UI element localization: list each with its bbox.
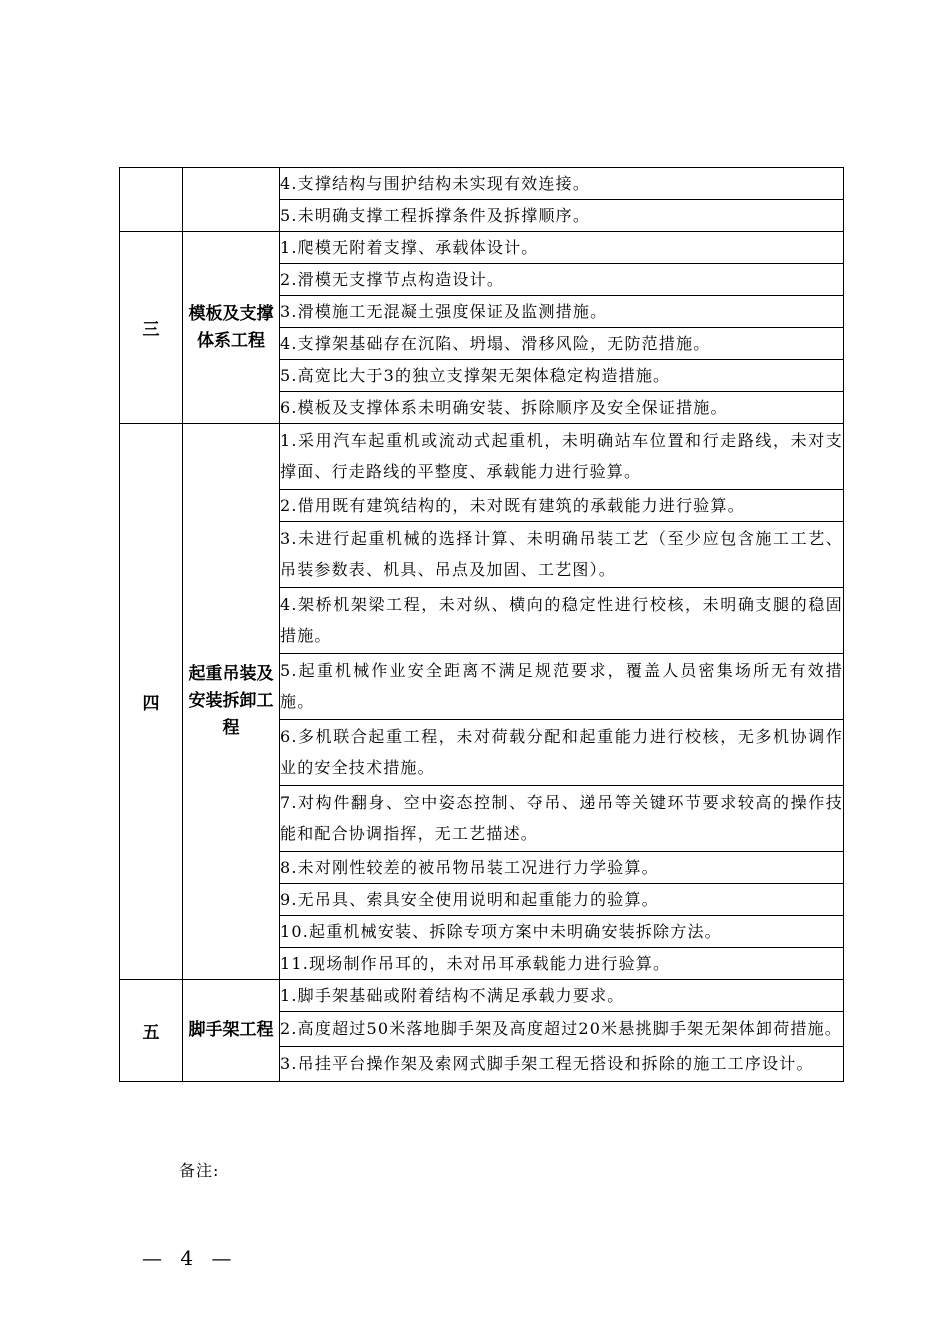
section-category: 脚手架工程 bbox=[183, 980, 280, 1082]
section-category: 模板及支撑体系工程 bbox=[183, 232, 280, 424]
section-number: 四 bbox=[120, 424, 183, 980]
list-item: 3.未进行起重机械的选择计算、未明确吊装工艺（至少应包含施工工艺、吊装参数表、机具、吊点及加固、工艺图）。 bbox=[280, 522, 844, 588]
list-item: 1.采用汽车起重机或流动式起重机，未明确站车位置和行走路线，未对支撑面、行走路线的平整度、承载能力进行验算。 bbox=[280, 424, 844, 490]
list-item: 1.脚手架基础或附着结构不满足承载力要求。 bbox=[280, 980, 844, 1012]
list-item: 1.爬模无附着支撑、承载体设计。 bbox=[280, 232, 844, 264]
list-item: 5.起重机械作业安全距离不满足规范要求，覆盖人员密集场所无有效措施。 bbox=[280, 654, 844, 720]
list-item: 4.架桥机架梁工程，未对纵、横向的稳定性进行校核，未明确支腿的稳固措施。 bbox=[280, 588, 844, 654]
list-item: 4.支撑架基础存在沉陷、坍塌、滑移风险，无防范措施。 bbox=[280, 328, 844, 360]
list-item: 2.借用既有建筑结构的，未对既有建筑的承载能力进行验算。 bbox=[280, 490, 844, 522]
table-row bbox=[120, 980, 844, 1012]
section-number: 五 bbox=[120, 980, 183, 1082]
list-item: 11.现场制作吊耳的，未对吊耳承载能力进行验算。 bbox=[280, 948, 844, 980]
section-category: 起重吊装及安装拆卸工程 bbox=[183, 424, 280, 980]
list-item: 5.高宽比大于3的独立支撑架无架体稳定构造措施。 bbox=[280, 360, 844, 392]
table-row bbox=[120, 168, 844, 200]
note-label: 备注: bbox=[179, 1161, 220, 1180]
list-item: 8.未对刚性较差的被吊物吊装工况进行力学验算。 bbox=[280, 852, 844, 884]
list-item: 2.滑模无支撑节点构造设计。 bbox=[280, 264, 844, 296]
hazard-table bbox=[119, 167, 844, 1082]
table-row bbox=[120, 424, 844, 490]
list-item: 4.支撑结构与围护结构未实现有效连接。 bbox=[280, 168, 844, 200]
table-row bbox=[120, 232, 844, 264]
list-item: 9.无吊具、索具安全使用说明和起重能力的验算。 bbox=[280, 884, 844, 916]
list-item: 3.吊挂平台操作架及索网式脚手架工程无搭设和拆除的施工工序设计。 bbox=[280, 1047, 844, 1082]
list-item: 7.对构件翻身、空中姿态控制、夺吊、递吊等关键环节要求较高的操作技能和配合协调指挥，无工艺描述。 bbox=[280, 786, 844, 852]
page-number: — 4 — bbox=[142, 1246, 238, 1270]
section-number: 三 bbox=[120, 232, 183, 424]
list-item: 6.模板及支撑体系未明确安装、拆除顺序及安全保证措施。 bbox=[280, 392, 844, 424]
list-item: 6.多机联合起重工程，未对荷载分配和起重能力进行校核，无多机协调作业的安全技术措施。 bbox=[280, 720, 844, 786]
list-item: 10.起重机械安装、拆除专项方案中未明确安装拆除方法。 bbox=[280, 916, 844, 948]
list-item: 5.未明确支撑工程拆撑条件及拆撑顺序。 bbox=[280, 200, 844, 232]
list-item: 2.高度超过50米落地脚手架及高度超过20米悬挑脚手架无架体卸荷措施。 bbox=[280, 1012, 844, 1047]
list-item: 3.滑模施工无混凝土强度保证及监测措施。 bbox=[280, 296, 844, 328]
section-category-cell bbox=[183, 168, 280, 232]
section-number-cell bbox=[120, 168, 183, 232]
